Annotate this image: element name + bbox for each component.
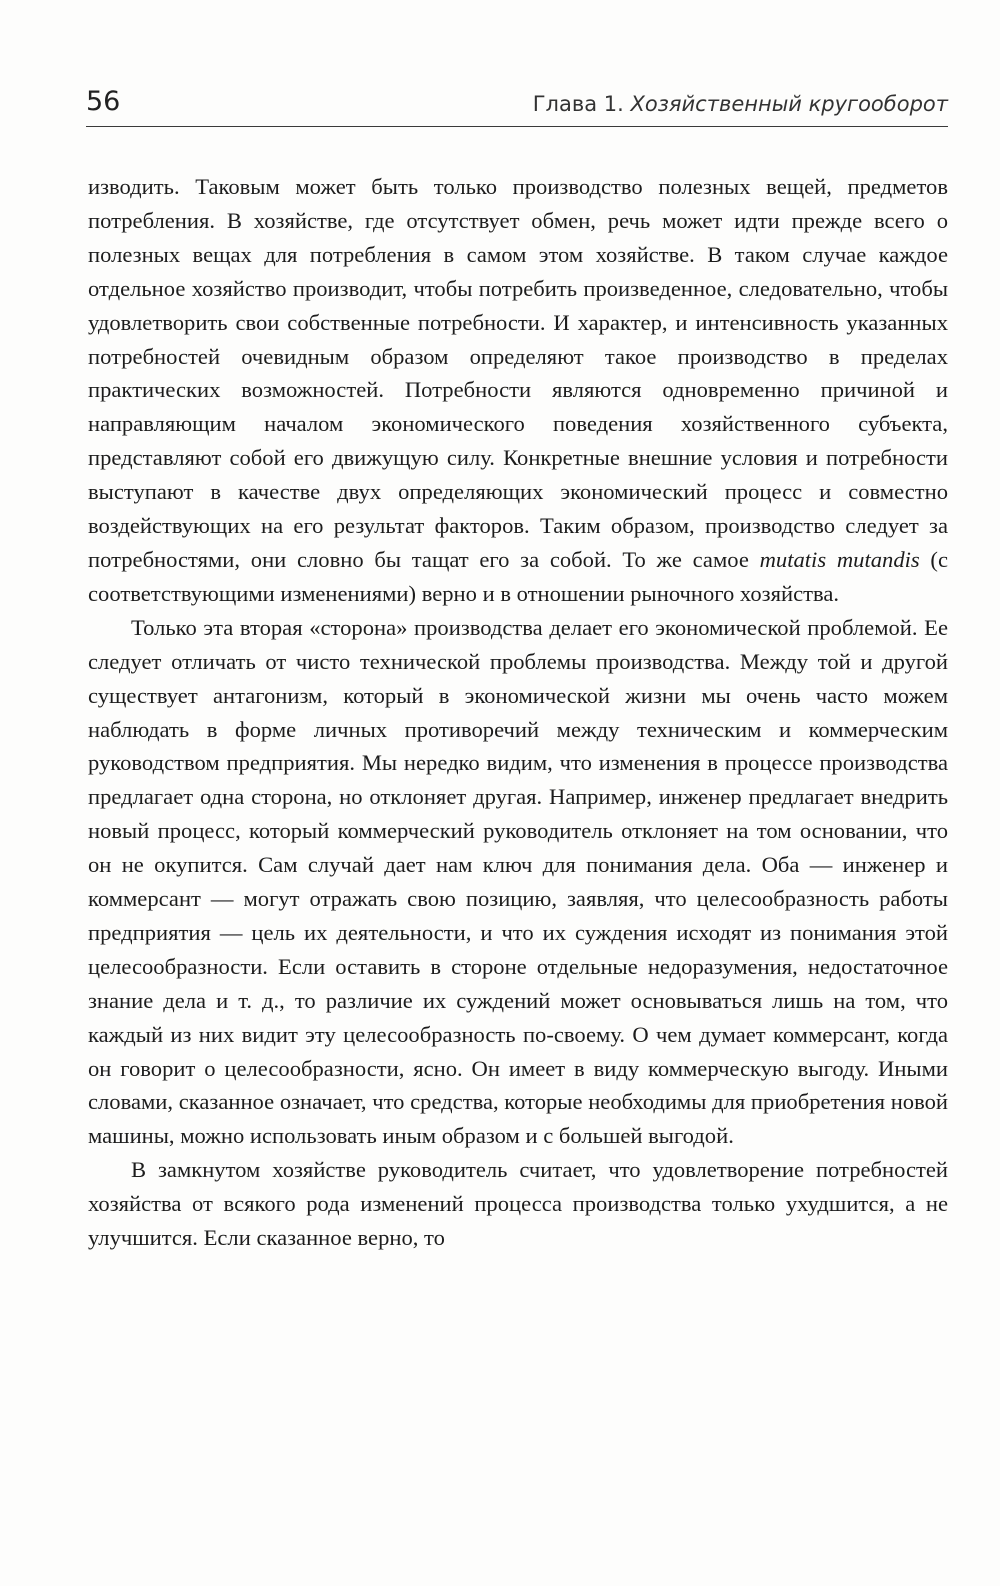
paragraph-3: В замкнутом хозяйстве руководитель считает, что удовлетворение потребностей хозяйства от всякого рода изменений процесса производства только ухудшится, а не улучшится. Если сказанное верно, то	[88, 1157, 948, 1251]
paragraph-1-text-b: (с соответствующими изменениями) верно и в отношении рыночного хозяйства.	[88, 546, 948, 606]
paragraph-1	[88, 170, 948, 611]
paragraph-2: Только эта вторая «сторона» производства делает его экономической проблемой. Ее следует отличать от чисто технической проблемы производства. Между той и другой существует антагонизм, который в экономической жизни мы очень часто можем наблюдать в форме личных противоречий между техническим и коммерческим руководством предприятия. Мы нередко видим, что изменения в процессе производства предлагает одна сторона, но отклоняет другая. Например, инженер предлагает внедрить новый процесс, который коммерческий руководитель отклоняет на том основании, что он не окупится. Сам случай дает нам ключ для понимания дела. Оба — инженер и коммерсант — могут отражать свою позицию, заявляя, что целесообразность работы предприятия — цель их деятельности, и что их суждения исходят из понимания этой целесообразности. Если оставить в стороне отдельные недоразумения, недостаточное знание дела и т. д., то различие их суждений может основываться лишь на том, что каждый из них видит эту целесообразность по-своему. О чем думает коммерсант, когда он говорит о целесообразности, ясно. Он имеет в виду коммерческую выгоду. Иными словами, сказанное означает, что средства, которые необходимы для приобретения новой машины, можно использовать иным образом и с большей выгодой.	[88, 614, 948, 1149]
chapter-title	[533, 92, 948, 116]
page-number: 56	[86, 86, 121, 117]
body-text	[88, 170, 948, 1255]
latin-phrase: mutatis mutandis	[759, 546, 920, 572]
running-header	[86, 80, 948, 127]
chapter-name: Хозяйственный кругооборот	[630, 92, 948, 116]
chapter-label: Глава 1.	[532, 92, 624, 116]
paragraph-1-text-a: изводить. Таковым может быть только производство полезных вещей, предметов потребления. В хозяйстве, где отсутствует обмен, речь может идти прежде всего о полезных вещах для потребления в самом этом хозяйстве. В таком случае каждое отдельное хозяйство производит, чтобы потребить произведенное, следовательно, чтобы удовлетворить свои собственные потребности. И характер, и интенсивность указанных потребностей очевидным образом определяют такое производство в пределах практических возможностей. Потребности являются одновременно причиной и направляющим началом экономического поведения хозяйственного субъекта, представляют собой его движущую силу. Конкретные внешние условия и потребности выступают в качестве двух определяющих экономический процесс и совместно воздействующих на его результат факторов. Таким образом, производство следует за потребностями, они словно бы тащат его за собой. То же самое	[88, 174, 948, 572]
